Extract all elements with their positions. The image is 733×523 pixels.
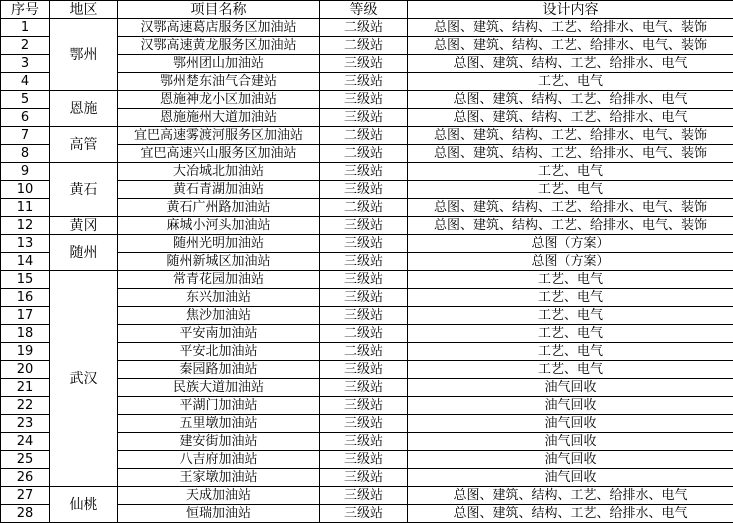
station-grade: 三级站 (320, 469, 408, 487)
table-row (1, 163, 733, 181)
station-grade: 三级站 (320, 397, 408, 415)
row-index: 25 (1, 451, 50, 469)
header-name: 项目名称 (118, 1, 320, 19)
station-grade: 三级站 (320, 55, 408, 73)
station-grade: 三级站 (320, 73, 408, 91)
design-content: 油气回收 (408, 469, 733, 487)
project-name: 黄石青湖加油站 (118, 181, 320, 199)
project-name: 宜巴高速雾渡河服务区加油站 (118, 127, 320, 145)
project-name: 东兴加油站 (118, 289, 320, 307)
project-name: 大冶城北加油站 (118, 163, 320, 181)
station-grade: 二级站 (320, 199, 408, 217)
table-row (1, 271, 733, 289)
project-name: 鄂州团山加油站 (118, 55, 320, 73)
table-row (1, 19, 733, 37)
station-grade: 三级站 (320, 91, 408, 109)
row-index: 5 (1, 91, 50, 109)
station-grade: 三级站 (320, 451, 408, 469)
row-index: 21 (1, 379, 50, 397)
design-content: 总图、建筑、结构、工艺、给排水、电气、装饰 (408, 145, 733, 163)
row-index: 19 (1, 343, 50, 361)
design-content: 总图、建筑、结构、工艺、给排水、电气 (408, 109, 733, 127)
row-index: 27 (1, 487, 50, 505)
design-content: 总图、建筑、结构、工艺、给排水、电气 (408, 505, 733, 523)
station-grade: 二级站 (320, 343, 408, 361)
design-content: 工艺、电气 (408, 307, 733, 325)
region-cell: 随州 (50, 235, 118, 271)
table-row (1, 91, 733, 109)
station-grade: 二级站 (320, 325, 408, 343)
design-content: 工艺、电气 (408, 163, 733, 181)
project-name: 麻城小河头加油站 (118, 217, 320, 235)
station-grade: 二级站 (320, 127, 408, 145)
design-content: 总图、建筑、结构、工艺、给排水、电气、装饰 (408, 127, 733, 145)
station-grade: 三级站 (320, 271, 408, 289)
row-index: 8 (1, 145, 50, 163)
row-index: 6 (1, 109, 50, 127)
project-name: 平安南加油站 (118, 325, 320, 343)
row-index: 18 (1, 325, 50, 343)
project-name: 恒瑞加油站 (118, 505, 320, 523)
station-grade: 三级站 (320, 109, 408, 127)
region-cell: 武汉 (50, 271, 118, 487)
project-name: 鄂州楚东油气合建站 (118, 73, 320, 91)
row-index: 24 (1, 433, 50, 451)
design-content: 工艺、电气 (408, 181, 733, 199)
project-name: 汉鄂高速葛店服务区加油站 (118, 19, 320, 37)
region-cell: 鄂州 (50, 19, 118, 91)
station-grade: 三级站 (320, 505, 408, 523)
project-name: 恩施神龙小区加油站 (118, 91, 320, 109)
region-cell: 黄石 (50, 163, 118, 217)
design-content: 油气回收 (408, 433, 733, 451)
project-name: 秦园路加油站 (118, 361, 320, 379)
design-content: 工艺、电气 (408, 73, 733, 91)
project-name: 常青花园加油站 (118, 271, 320, 289)
design-content: 总图、建筑、结构、工艺、给排水、电气 (408, 91, 733, 109)
design-content: 总图、建筑、结构、工艺、给排水、电气 (408, 487, 733, 505)
design-content: 工艺、电气 (408, 343, 733, 361)
station-grade: 三级站 (320, 181, 408, 199)
row-index: 11 (1, 199, 50, 217)
row-index: 1 (1, 19, 50, 37)
station-grade: 三级站 (320, 307, 408, 325)
project-name: 民族大道加油站 (118, 379, 320, 397)
header-content: 设计内容 (408, 1, 733, 19)
table-row (1, 487, 733, 505)
row-index: 14 (1, 253, 50, 271)
header-row (1, 1, 733, 19)
row-index: 26 (1, 469, 50, 487)
project-name: 随州新城区加油站 (118, 253, 320, 271)
design-content: 总图、建筑、结构、工艺、给排水、电气、装饰 (408, 217, 733, 235)
design-content: 总图、建筑、结构、工艺、给排水、电气 (408, 55, 733, 73)
region-cell: 高管 (50, 127, 118, 163)
project-name: 恩施施州大道加油站 (118, 109, 320, 127)
design-content: 油气回收 (408, 397, 733, 415)
design-content: 工艺、电气 (408, 325, 733, 343)
station-grade: 三级站 (320, 235, 408, 253)
design-content: 油气回收 (408, 379, 733, 397)
design-content: 总图（方案） (408, 235, 733, 253)
header-region: 地区 (50, 1, 118, 19)
project-name: 五里墩加油站 (118, 415, 320, 433)
project-name: 建安街加油站 (118, 433, 320, 451)
header-index: 序号 (1, 1, 50, 19)
project-name: 八吉府加油站 (118, 451, 320, 469)
station-grade: 三级站 (320, 253, 408, 271)
station-grade: 三级站 (320, 433, 408, 451)
design-content: 油气回收 (408, 451, 733, 469)
project-name: 焦沙加油站 (118, 307, 320, 325)
project-name: 黄石广州路加油站 (118, 199, 320, 217)
design-content: 总图、建筑、结构、工艺、给排水、电气、装饰 (408, 37, 733, 55)
row-index: 17 (1, 307, 50, 325)
row-index: 7 (1, 127, 50, 145)
design-content: 工艺、电气 (408, 361, 733, 379)
design-content: 工艺、电气 (408, 289, 733, 307)
station-grade: 三级站 (320, 217, 408, 235)
row-index: 23 (1, 415, 50, 433)
project-name: 平湖门加油站 (118, 397, 320, 415)
project-name: 宜巴高速兴山服务区加油站 (118, 145, 320, 163)
design-content: 油气回收 (408, 415, 733, 433)
row-index: 3 (1, 55, 50, 73)
design-content: 工艺、电气 (408, 271, 733, 289)
station-grade: 三级站 (320, 379, 408, 397)
row-index: 12 (1, 217, 50, 235)
station-grade: 二级站 (320, 19, 408, 37)
row-index: 22 (1, 397, 50, 415)
project-name: 天成加油站 (118, 487, 320, 505)
project-name: 王家墩加油站 (118, 469, 320, 487)
row-index: 16 (1, 289, 50, 307)
project-name: 随州光明加油站 (118, 235, 320, 253)
table-row (1, 217, 733, 235)
table-row (1, 235, 733, 253)
table-row (1, 127, 733, 145)
region-cell: 黄冈 (50, 217, 118, 235)
row-index: 13 (1, 235, 50, 253)
station-grade: 三级站 (320, 163, 408, 181)
row-index: 20 (1, 361, 50, 379)
project-name: 汉鄂高速黄龙服务区加油站 (118, 37, 320, 55)
region-cell: 恩施 (50, 91, 118, 127)
station-grade: 二级站 (320, 145, 408, 163)
station-grade: 二级站 (320, 37, 408, 55)
project-name: 平安北加油站 (118, 343, 320, 361)
row-index: 10 (1, 181, 50, 199)
row-index: 2 (1, 37, 50, 55)
row-index: 15 (1, 271, 50, 289)
region-cell: 仙桃 (50, 487, 118, 523)
station-grade: 三级站 (320, 361, 408, 379)
design-content: 总图（方案） (408, 253, 733, 271)
row-index: 28 (1, 505, 50, 523)
station-grade: 三级站 (320, 487, 408, 505)
station-grade: 三级站 (320, 289, 408, 307)
station-grade: 三级站 (320, 415, 408, 433)
row-index: 9 (1, 163, 50, 181)
design-content: 总图、建筑、结构、工艺、给排水、电气、装饰 (408, 19, 733, 37)
row-index: 4 (1, 73, 50, 91)
header-grade: 等级 (320, 1, 408, 19)
design-content: 总图、建筑、结构、工艺、给排水、电气、装饰 (408, 199, 733, 217)
